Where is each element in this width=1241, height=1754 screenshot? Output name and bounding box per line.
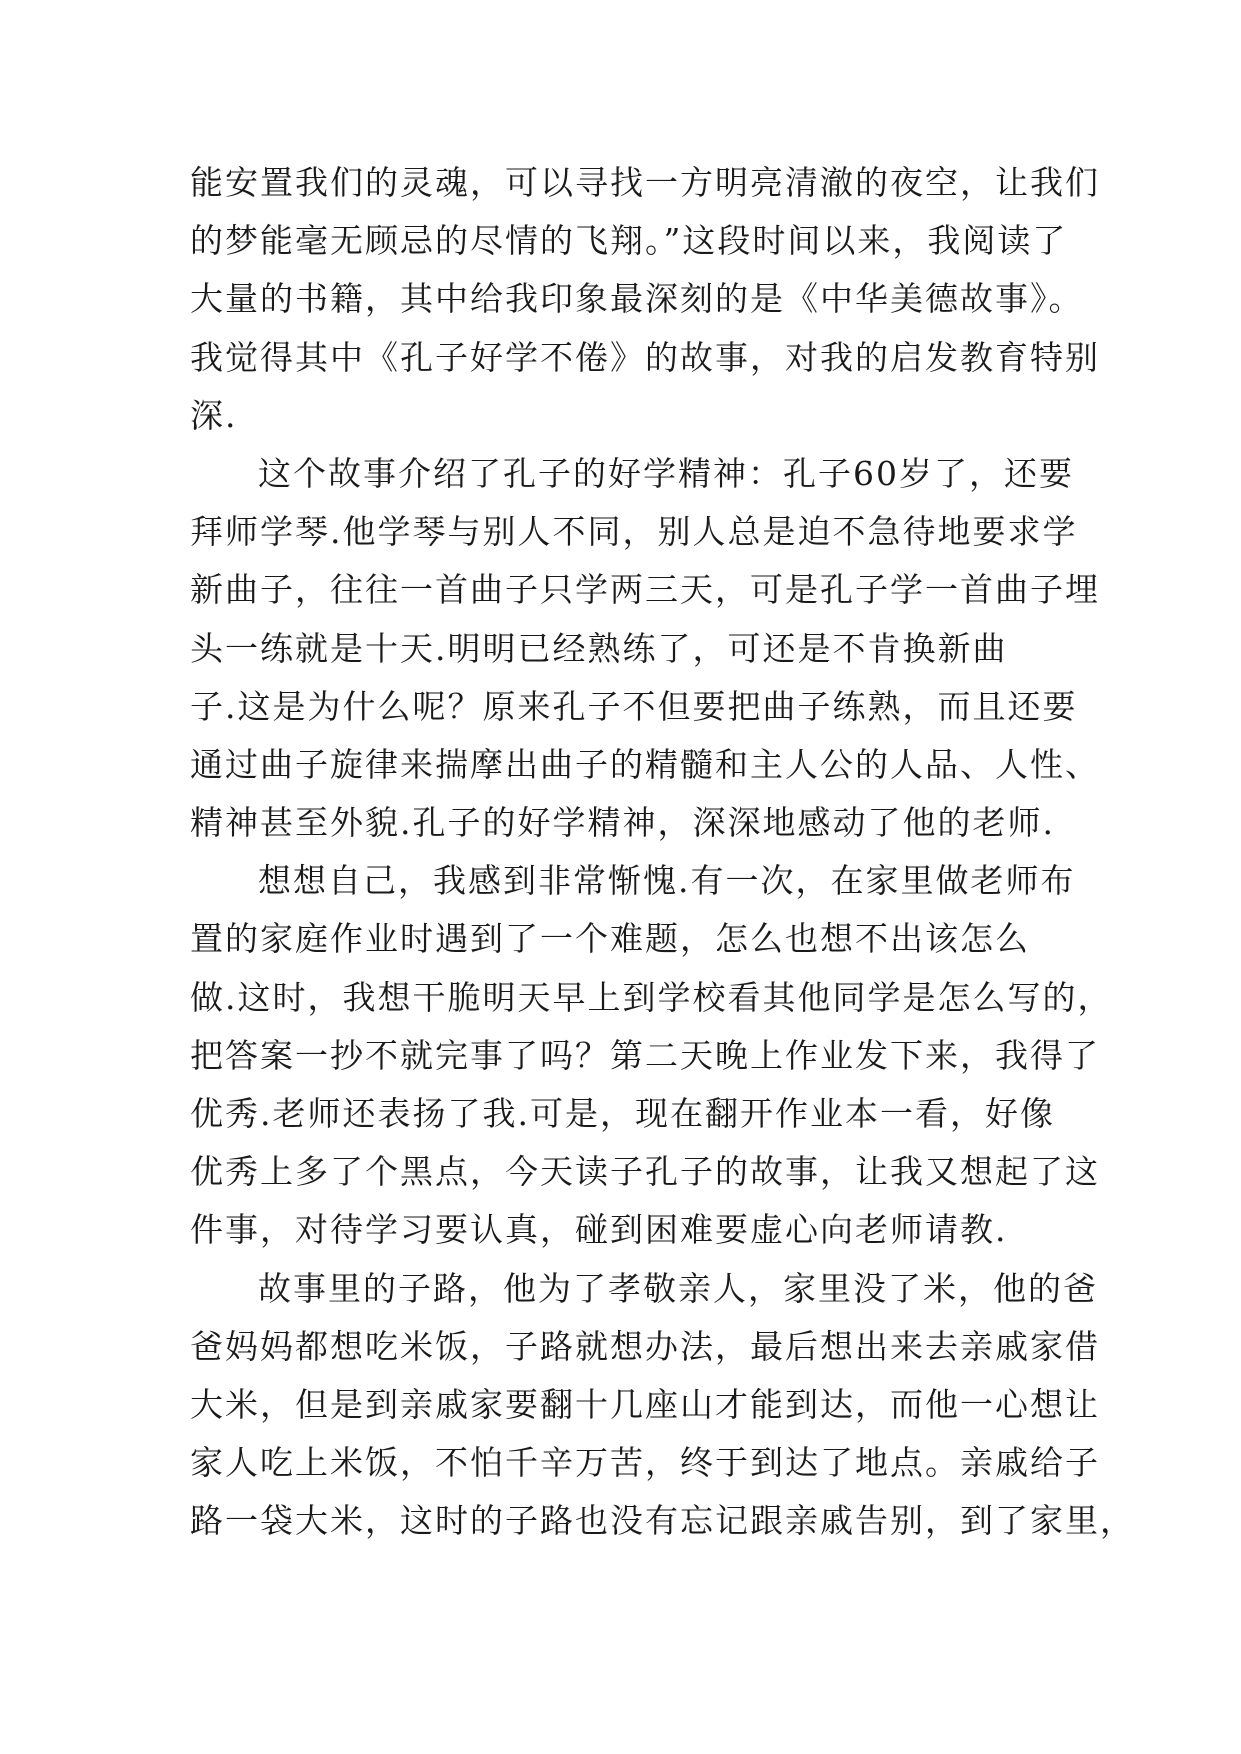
- text-line: 爸妈妈都想吃米饭，子路就想办法，最后想出来去亲戚家借: [190, 1326, 1100, 1366]
- text-line: 优秀上多了个黑点，今天读子孔子的故事，让我又想起了这: [190, 1152, 1100, 1192]
- text-line: 大米，但是到亲戚家要翻十几座山才能到达，而他一心想让: [190, 1384, 1100, 1424]
- text-line: 路一袋大米，这时的子路也没有忘记跟亲戚告别，到了家里，: [190, 1501, 1135, 1541]
- text-line: 件事，对待学习要认真，碰到困难要虚心向老师请教.: [190, 1210, 1008, 1250]
- text-line: 新曲子，往往一首曲子只学两三天，可是孔子学一首曲子埋: [190, 570, 1100, 610]
- paragraph-first-line: 想想自己，我感到非常惭愧.有一次，在家里做老师布: [258, 861, 1076, 901]
- text-line: 能安置我们的灵魂，可以寻找一方明亮清澈的夜空，让我们: [190, 163, 1100, 202]
- text-line: 做.这时，我想干脆明天早上到学校看其他同学是怎么写的，: [190, 977, 1113, 1017]
- text-line: 把答案一抄不就完事了吗？第二天晚上作业发下来，我得了: [190, 1035, 1100, 1075]
- paragraph-first-line: 这个故事介绍了孔子的好学精神：孔子60岁了，还要: [258, 453, 1074, 493]
- text-line: 通过曲子旋律来揣摩出曲子的精髓和主人公的人品、人性、: [190, 744, 1100, 784]
- text-line: 深.: [190, 395, 238, 435]
- text-line: 大量的书籍，其中给我印象最深刻的是《中华美德故事》。: [190, 279, 1084, 319]
- text-line: 家人吃上米饭，不怕千辛万苦，终于到达了地点。亲戚给子: [190, 1443, 1100, 1483]
- text-line: 精神甚至外貌.孔子的好学精神，深深地感动了他的老师.: [190, 803, 1055, 843]
- text-line: 子.这是为什么呢？原来孔子不但要把曲子练熟，而且还要: [190, 686, 1078, 726]
- text-line: 头一练就是十天.明明已经熟练了，可还是不肯换新曲: [190, 628, 1008, 668]
- text-line: 拜师学琴.他学琴与别人不同，别人总是迫不急待地要求学: [190, 512, 1078, 552]
- text-line: 的梦能毫无顾忌的尽情的飞翔。”这段时间以来，我阅读了: [190, 221, 1068, 261]
- text-line: 优秀.老师还表扬了我.可是，现在翻开作业本一看，好像: [190, 1094, 1055, 1133]
- text-line: 置的家庭作业时遇到了一个难题，怎么也想不出该怎么: [190, 919, 1030, 959]
- paragraph-first-line: 故事里的子路，他为了孝敬亲人，家里没了米，他的爸: [258, 1268, 1098, 1308]
- text-line: 我觉得其中《孔子好学不倦》的故事，对我的启发教育特别: [190, 337, 1100, 377]
- document-body: [190, 154, 1135, 1551]
